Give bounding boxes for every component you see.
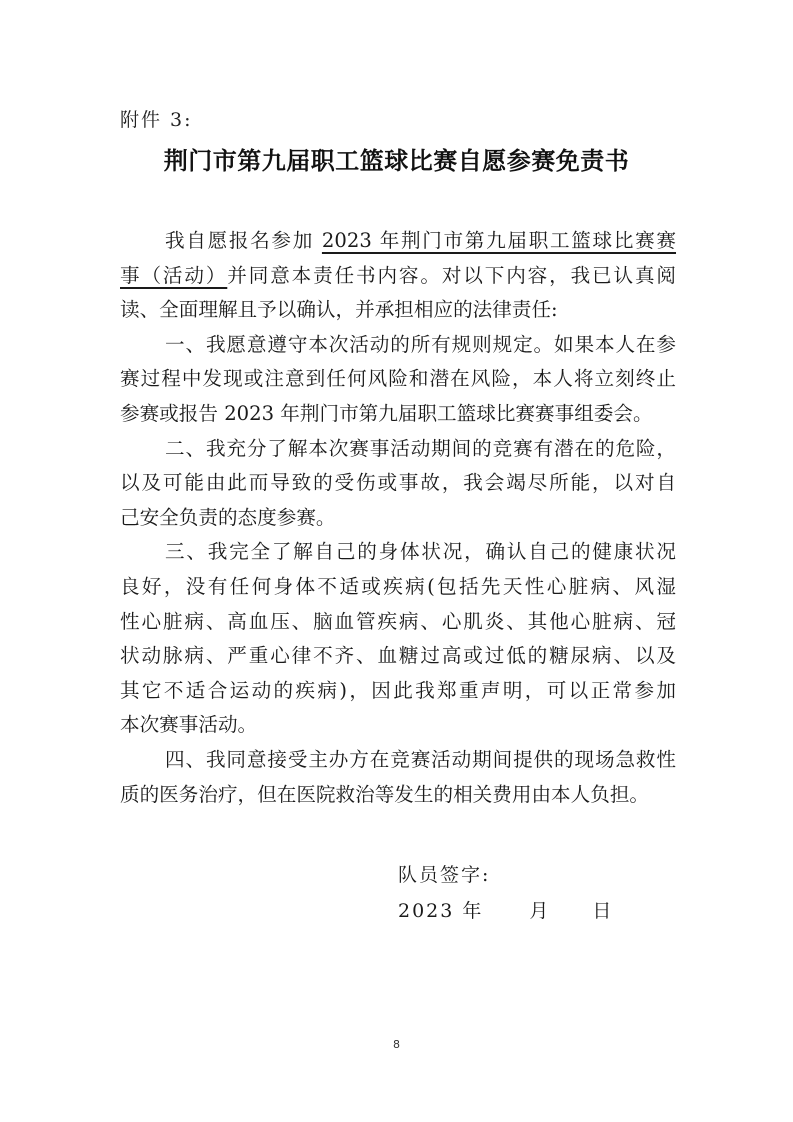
intro-prefix: 我自愿报名参加 — [165, 229, 314, 252]
signature-date — [398, 893, 613, 929]
intro-line-3: 读、全面理解且予以确认，并承担相应的法律责任: — [120, 298, 558, 322]
intro-paragraph — [120, 224, 676, 328]
event-name-underlined-cont: 事（活动） — [120, 263, 228, 287]
document-body — [120, 224, 676, 812]
intro-line-2-text: 并同意本责任书内容。对以下内容，我已认真阅 — [227, 263, 676, 287]
clause-line: 二、我充分了解本次赛事活动期间的竞赛有潜在的危险， — [165, 436, 676, 460]
intro-line-1 — [120, 224, 676, 259]
clause-line: 己安全负责的态度参赛。 — [120, 505, 336, 529]
clause-line: 一、我愿意遵守本次活动的所有规则规定。如果本人在参 — [165, 332, 676, 356]
date-month: 月 — [529, 900, 551, 922]
clause-line: 赛过程中发现或注意到任何风险和潜在风险，本人将立刻终止 — [120, 367, 676, 391]
clause-line: 性心脏病、高血压、脑血管疾病、心肌炎、其他心脏病、冠 — [120, 609, 676, 633]
clause-line: 其它不适合运动的疾病)，因此我郑重声明，可以正常参加 — [120, 678, 676, 702]
page-number: 8 — [393, 1038, 400, 1051]
clause-line: 以及可能由此而导致的受伤或事故，我会竭尽所能，以对自 — [120, 471, 676, 495]
clause-3 — [120, 535, 676, 743]
clause-line: 质的医务治疗，但在医院救治等发生的相关费用由本人负担。 — [120, 782, 650, 806]
clause-4 — [120, 743, 676, 812]
clause-line: 四、我同意接受主办方在竞赛活动期间提供的现场急救性 — [165, 747, 676, 771]
attachment-label: 附件 3: — [120, 109, 193, 131]
signature-block — [398, 857, 613, 929]
date-year: 2023 年 — [398, 900, 484, 922]
document-title: 荆门市第九届职工篮球比赛自愿参赛免责书 — [163, 147, 630, 175]
clause-2 — [120, 432, 676, 536]
clause-line: 参赛或报告 2023 年荆门市第九届职工篮球比赛赛事组委会。 — [120, 401, 653, 425]
clause-1 — [120, 328, 676, 432]
clause-line: 三、我完全了解自己的身体状况，确认自己的健康状况 — [165, 540, 676, 564]
date-day: 日 — [592, 900, 614, 922]
clause-line: 良好，没有任何身体不适或疾病(包括先天性心脏病、风湿 — [120, 574, 676, 598]
clause-line: 本次赛事活动。 — [120, 713, 258, 737]
signature-label: 队员签字: — [398, 864, 491, 886]
clause-line: 状动脉病、严重心律不齐、血糖过高或过低的糖尿病、以及 — [120, 644, 676, 668]
intro-line-2 — [120, 259, 676, 294]
event-name-underlined: 2023 年荆门市第九届职工篮球比赛赛 — [321, 229, 677, 252]
